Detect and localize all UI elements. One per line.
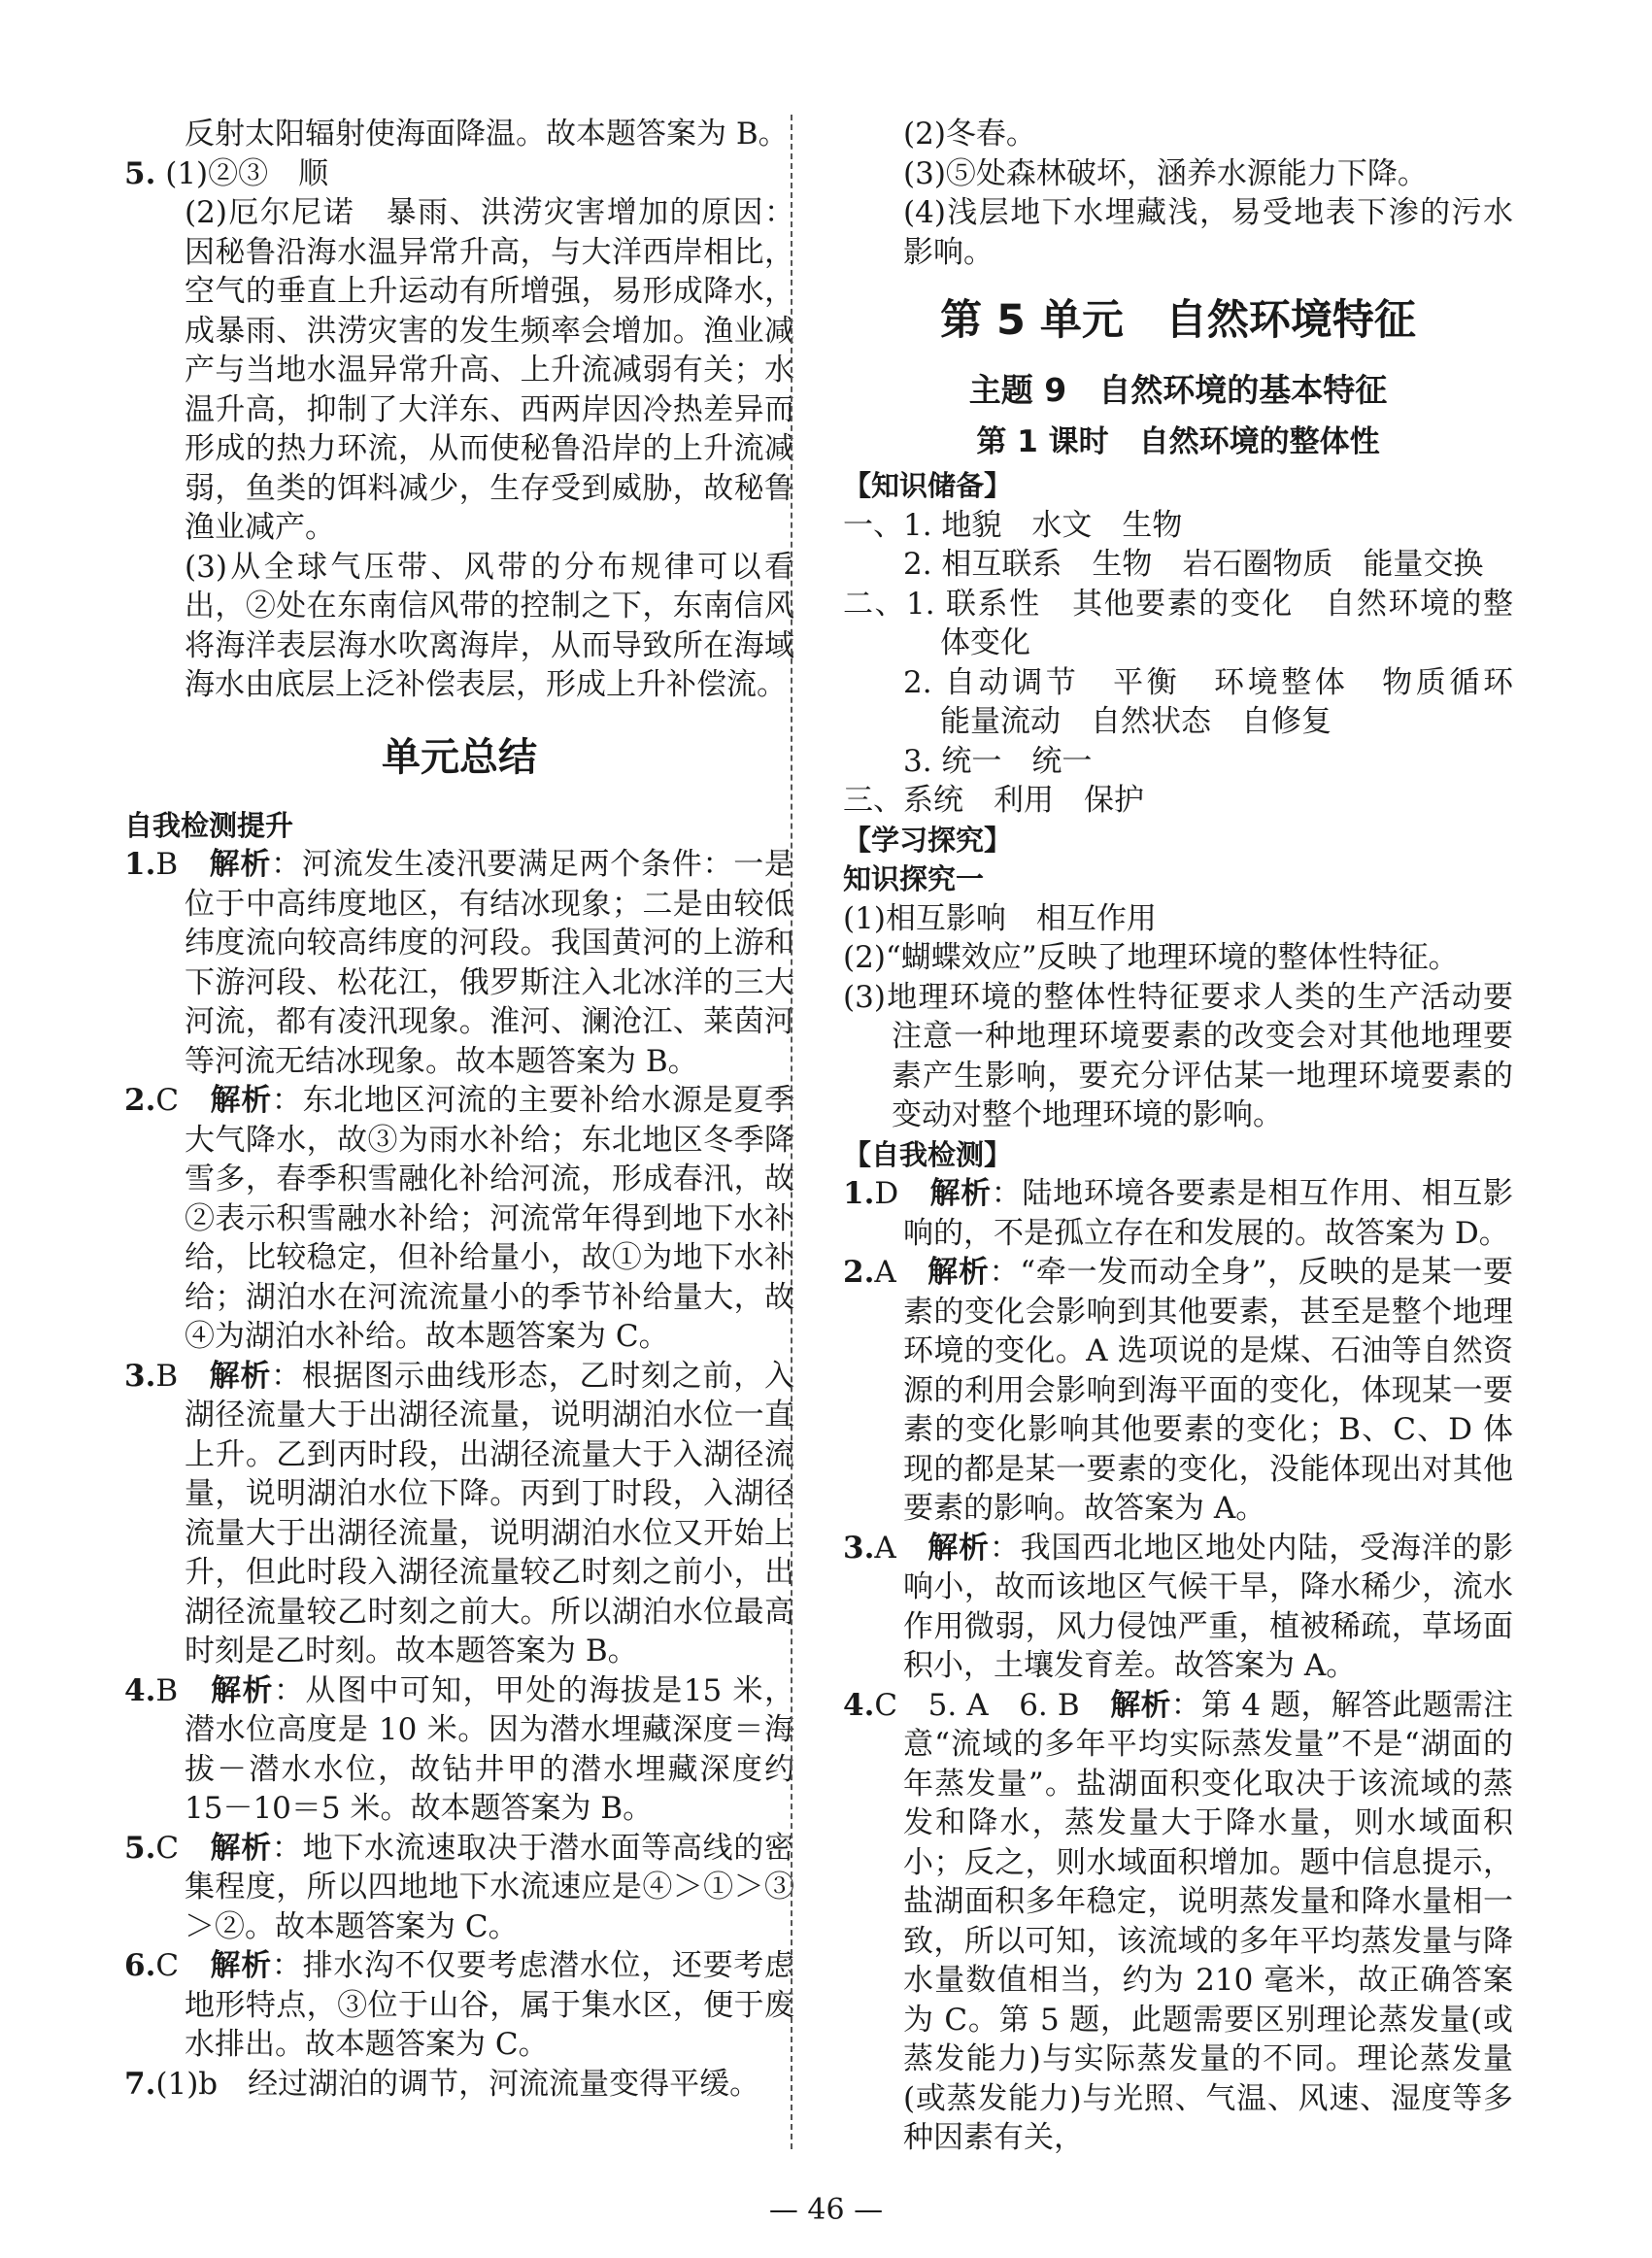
answer-choice: C [155,1083,180,1118]
analysis-label: 解析 [209,1358,272,1394]
answer-item [124,845,794,1081]
question-number: 4. [124,1672,156,1708]
answer-item [124,2065,794,2105]
unit-summary-heading: 单元总结 [382,734,537,780]
answer-item [843,1686,1513,2158]
answer-7-part-3: (3)⑤处森林破坏，涵养水源能力下降。 [903,155,1428,191]
answer-choice: B [155,1358,179,1394]
analysis-text: ：地下水流速取决于潜水面等高线的密集程度，所以四地地下水流速应是④＞①＞③＞②。故本题答案为 C。 [185,1830,795,1944]
knowledge-item: 二、1. 联系性 其他要素的变化 自然环境的整体变化 [843,586,1513,660]
analysis-label: 解析 [209,847,272,882]
answer-5 [124,154,794,194]
column-divider [791,115,792,2149]
right-column [843,115,1543,2158]
answer-choice: A [874,1255,896,1290]
right-answer-list [843,1174,1513,2158]
answer-item [843,1253,1513,1529]
analysis-text: ：东北地区河流的主要补给水源是夏季大气降水，故③为雨水补给；东北地区冬季降雪多，春季积雪融化补给河流，形成春汛，故②表示积雪融水补给；河流常年得到地下水补给，比较稳定，但补给量小，故①为地下水补给；湖泊水在河流流量小的季节补给量大，故④为湖泊水补给。故本题答案为 C。 [185,1083,795,1354]
question-number: 5. [124,155,156,191]
answer-choice: B [155,847,179,882]
self-check-heading: 【自我检测】 [843,1137,1013,1171]
answer-7-part-4: (4)浅层地下水埋藏浅，易受地表下渗的污水影响。 [903,195,1513,270]
answer-5-part-1: (1)②③ 顺 [165,155,329,191]
knowledge-item: 3. 统一 统一 [903,743,1093,779]
answer-item [124,1946,794,2065]
answer-5-part-2: (2)厄尔尼诺 暴雨、洪涝灾害增加的原因：因秘鲁沿海水温异常升高，与大洋西岸相比，空气的垂直上升运动有所增强，易形成降水，成暴雨、洪涝灾害的发生频率会增加。渔业减产与当地水温异常升高、上升流减弱有关；水温升高，抑制了大洋东、西两岸因冷热差异而形成的热力环流，从而使秘鲁沿岸的上升流减弱，鱼类的饵料减少，生存受到威胁，故秘鲁渔业减产。 [185,195,794,545]
answer-5-part-3: (3)从全球气压带、风带的分布规律可以看出，②处在东南信风带的控制之下，东南信风将海洋表层海水吹离海岸，从而导致所在海域海水由底层上泛补偿表层，形成上升补偿流。 [185,549,794,702]
answer-choice: B [155,1672,179,1708]
analysis-text: ：从图中可知，甲处的海拔是15 米，潜水位高度是 10 米。因为潜水埋藏深度＝海拔－潜水水位，故钻井甲的潜水埋藏深度约 15－10＝5 米。故本题答案为 B。 [185,1672,795,1826]
answer-item [843,1529,1513,1686]
answer-7-part-2: (2)冬春。 [903,117,1036,152]
explore-answer: (2)“蝴蝶效应”反映了地理环境的整体性特征。 [843,940,1459,975]
question-number: 3. [843,1530,875,1566]
left-column [124,115,794,2104]
analysis-label: 解析 [927,1530,990,1566]
analysis-label: 解析 [1110,1687,1171,1723]
analysis-text: ：河流发生凌汛要满足两个条件：一是位于中高纬度地区，有结冰现象；二是由较低纬度流向较高纬度的河段。我国黄河的上游和下游河段、松花江，俄罗斯注入北冰洋的三大河流，都有凌汛现象。淮河、澜沧江、莱茵河等河流无结冰现象。故本题答案为 B。 [185,847,794,1079]
analysis-label: 解析 [929,1176,992,1211]
answer-item [843,1174,1513,1253]
analysis-text: ：陆地环境各要素是相互作用、相互影响的，不是孤立存在和发展的。故答案为 D。 [903,1176,1514,1251]
question-number: 1. [843,1176,875,1211]
analysis-label: 解析 [210,1830,272,1866]
answer-item [124,1357,794,1671]
answer-item [124,1081,794,1357]
analysis-label: 解析 [210,1083,272,1118]
answer-choice: A [874,1530,896,1566]
page-number: — 46 — [768,2193,884,2227]
analysis-text: ：我国西北地区地处内陆，受海洋的影响小，故而该地区气候干旱，降水稀少，流水作用微弱，风力侵蚀严重，植被稀疏，草场面积小，土壤发育差。故答案为 A。 [903,1530,1514,1683]
answer-choice: C [155,1948,180,1983]
analysis-label: 解析 [927,1255,990,1290]
explore-answer: (3)地理环境的整体性特征要求人类的生产活动要注意一种地理环境要素的改变会对其他地理要素产生影响，要充分评估某一地理环境要素的变动对整个地理环境的影响。 [843,979,1513,1132]
knowledge-item: 一、1. 地貌 水文 生物 [843,507,1183,543]
continuation-text: 反射太阳辐射使海面降温。故本题答案为 B。 [185,117,789,152]
analysis-label: 解析 [210,1948,272,1983]
analysis-text: ：“牵一发而动全身”，反映的是某一要素的变化会影响到其他要素，甚至是整个地理环境的变化。A 选项说的是煤、石油等自然资源的利用会影响到海平面的变化，体现某一要素的变化影响其他要素的变化；B、C、D 体现的都是某一要素的变化，没能体现出对其他要素的影响。故答案为 A。 [903,1255,1514,1526]
question-number: 4. [843,1687,875,1723]
question-number: 7. [124,2066,156,2102]
analysis-text: ：根据图示曲线形态，乙时刻之前，入湖径流量大于出湖径流量，说明湖泊水位一直上升。乙到丙时段，出湖径流量大于入湖径流量，说明湖泊水位下降。丙到丁时段，入湖径流量大于出湖径流量，说明湖泊水位又开始上升，但此时段入湖径流量较乙时刻之前小，出湖径流量较乙时刻之前大。所以湖泊水位最高时刻是乙时刻。故本题答案为 B。 [185,1358,794,1668]
answer-choice: C [155,1830,180,1866]
answer-7-text: (1)b 经过湖泊的调节，河流流量变得平缓。 [155,2066,760,2102]
answer-choice: D [874,1176,899,1211]
knowledge-item: 三、系统 利用 保护 [843,783,1144,818]
unit-title: 第 5 单元 自然环境特征 [940,296,1416,345]
answer-item [124,1829,794,1947]
learning-explore-heading: 【学习探究】 [843,823,1013,857]
analysis-text: ：排水沟不仅要考虑潜水位，还要考虑地形特点，③位于山谷，属于集水区，便于废水排出。故本题答案为 C。 [185,1948,795,2062]
topic-title: 主题 9 自然环境的基本特征 [968,371,1388,409]
analysis-label: 解析 [211,1672,274,1708]
question-number: 2. [124,1083,156,1118]
explore-answer: (1)相互影响 相互作用 [843,900,1157,936]
question-number: 3. [124,1358,156,1394]
left-answer-list [124,845,794,2104]
question-number: 6. [124,1948,156,1983]
question-number: 1. [124,847,156,882]
question-number: 2. [843,1255,875,1290]
knowledge-reserve-heading: 【知识储备】 [843,469,1013,502]
self-check-heading: 自我检测提升 [124,808,294,842]
knowledge-explore-subheading: 知识探究一 [843,862,985,895]
answer-item [124,1671,794,1829]
lesson-title: 第 1 课时 自然环境的整体性 [976,424,1380,459]
analysis-text: ：第 4 题，解答此题需注意“流域的多年平均实际蒸发量”不是“湖面的年蒸发量”。盐湖面积变化取决于该流域的蒸发和降水，蒸发量大于降水量，则水域面积小；反之，则水域面积增加。题中信息提示，盐湖面积多年稳定，说明蒸发量和降水量相一致，所以可知，该流域的多年平均蒸发量与降水量数值相当，约为 210 毫米，故正确答案为 C。第 5 题，此题需要区别理论蒸发量(或蒸发能力)与实际蒸发量的不同。理论蒸发量(或蒸发能力)与光照、气温、风速、湿度等多种因素有关， [903,1687,1514,2155]
question-number: 5. [124,1830,156,1866]
knowledge-item: 2. 相互联系 生物 岩石圈物质 能量交换 [903,547,1484,582]
answer-choices: C 5. A 6. B [874,1687,1111,1723]
knowledge-item: 2. 自动调节 平衡 环境整体 物质循环 能量流动 自然状态 自修复 [903,664,1543,739]
